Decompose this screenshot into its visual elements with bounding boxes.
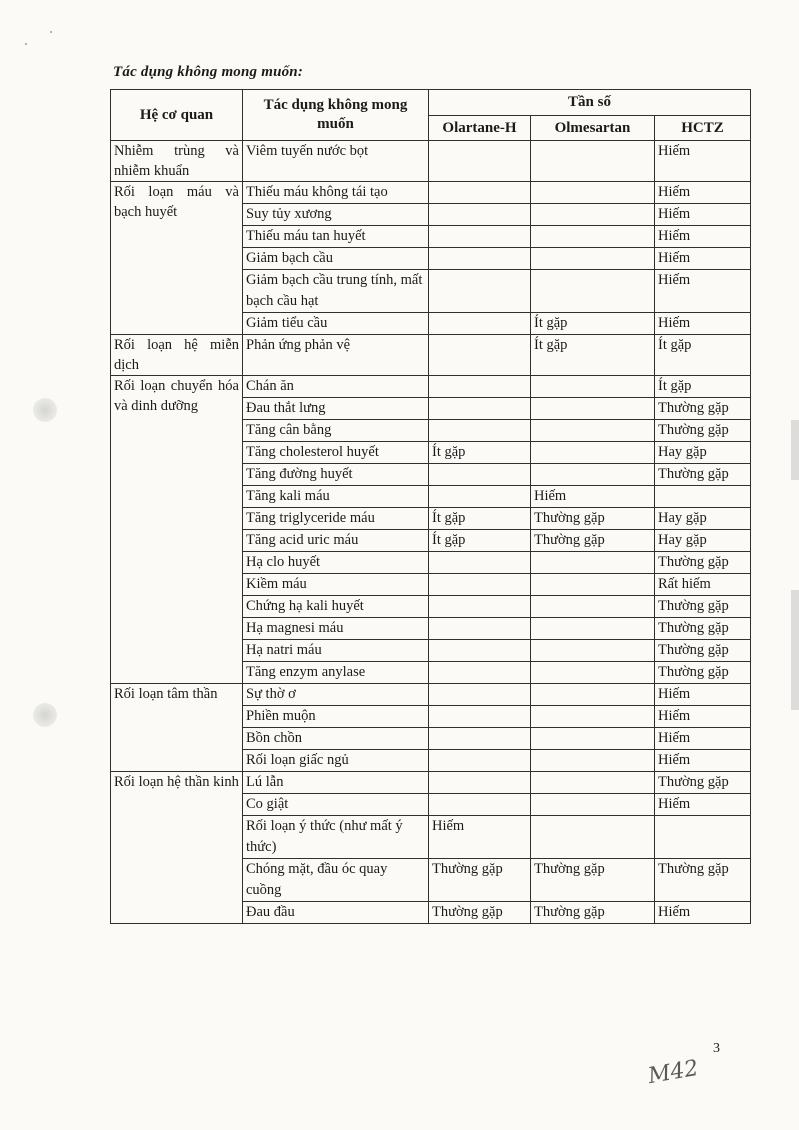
olartane-h-frequency-cell <box>429 376 531 398</box>
olartane-h-frequency-cell <box>429 772 531 794</box>
hctz-frequency-cell: Hiếm <box>655 706 751 728</box>
effect-cell: Rối loạn giấc ngủ <box>243 750 429 772</box>
punch-hole-bottom <box>33 703 57 727</box>
hctz-frequency-cell: Hiếm <box>655 248 751 270</box>
olartane-h-frequency-cell <box>429 552 531 574</box>
olmesartan-frequency-cell <box>531 750 655 772</box>
olartane-h-frequency-cell: Thường gặp <box>429 859 531 902</box>
hctz-frequency-cell: Thường gặp <box>655 398 751 420</box>
header-frequency: Tần số <box>429 90 751 116</box>
effect-cell: Tăng cholesterol huyết <box>243 442 429 464</box>
hctz-frequency-cell <box>655 486 751 508</box>
olartane-h-frequency-cell <box>429 706 531 728</box>
olmesartan-frequency-cell <box>531 794 655 816</box>
organ-system-cell: Rối loạn hệ thần kinh <box>111 772 243 924</box>
organ-system-cell: Rối loạn chuyển hóa và dinh dưỡng <box>111 376 243 684</box>
hctz-frequency-cell: Hiếm <box>655 141 751 182</box>
effect-cell: Hạ magnesi máu <box>243 618 429 640</box>
effect-cell: Phiền muộn <box>243 706 429 728</box>
olmesartan-frequency-cell: Thường gặp <box>531 859 655 902</box>
hctz-frequency-cell: Hiếm <box>655 750 751 772</box>
olmesartan-frequency-cell <box>531 204 655 226</box>
effect-cell: Sự thờ ơ <box>243 684 429 706</box>
hctz-frequency-cell: Ít gặp <box>655 335 751 376</box>
olmesartan-frequency-cell <box>531 141 655 182</box>
olmesartan-frequency-cell <box>531 270 655 313</box>
effect-cell: Suy tủy xương <box>243 204 429 226</box>
olmesartan-frequency-cell: Hiếm <box>531 486 655 508</box>
header-drug-olmesartan: Olmesartan <box>531 116 655 141</box>
olartane-h-frequency-cell <box>429 596 531 618</box>
olartane-h-frequency-cell <box>429 662 531 684</box>
olmesartan-frequency-cell <box>531 662 655 684</box>
effect-cell: Rối loạn ý thức (như mất ý thức) <box>243 816 429 859</box>
hctz-frequency-cell: Hiếm <box>655 902 751 924</box>
table-body <box>111 141 751 924</box>
hctz-frequency-cell: Hiếm <box>655 226 751 248</box>
scan-speck <box>25 43 27 45</box>
hctz-frequency-cell: Rất hiếm <box>655 574 751 596</box>
olmesartan-frequency-cell <box>531 398 655 420</box>
olartane-h-frequency-cell: Ít gặp <box>429 442 531 464</box>
effect-cell: Thiếu máu không tái tạo <box>243 182 429 204</box>
olartane-h-frequency-cell <box>429 486 531 508</box>
olmesartan-frequency-cell <box>531 226 655 248</box>
hctz-frequency-cell: Hiếm <box>655 684 751 706</box>
effect-cell: Lú lẫn <box>243 772 429 794</box>
organ-system-cell: Nhiễm trùng và nhiễm khuẩn <box>111 141 243 182</box>
olmesartan-frequency-cell <box>531 684 655 706</box>
olartane-h-frequency-cell <box>429 226 531 248</box>
olmesartan-frequency-cell <box>531 248 655 270</box>
olartane-h-frequency-cell <box>429 204 531 226</box>
olmesartan-frequency-cell <box>531 772 655 794</box>
effect-cell: Thiếu máu tan huyết <box>243 226 429 248</box>
olartane-h-frequency-cell <box>429 750 531 772</box>
olartane-h-frequency-cell <box>429 248 531 270</box>
effect-cell: Tăng cân bằng <box>243 420 429 442</box>
effect-cell: Giảm bạch cầu trung tính, mất bạch cầu hạt <box>243 270 429 313</box>
scan-edge-shadow <box>791 590 799 710</box>
hctz-frequency-cell: Hay gặp <box>655 442 751 464</box>
olmesartan-frequency-cell <box>531 640 655 662</box>
hctz-frequency-cell <box>655 816 751 859</box>
olartane-h-frequency-cell: Ít gặp <box>429 508 531 530</box>
effect-cell: Co giật <box>243 794 429 816</box>
table-row <box>111 376 751 398</box>
effect-cell: Đau thắt lưng <box>243 398 429 420</box>
organ-system-cell: Rối loạn máu và bạch huyết <box>111 182 243 335</box>
effect-cell: Hạ natri máu <box>243 640 429 662</box>
hctz-frequency-cell: Thường gặp <box>655 596 751 618</box>
olartane-h-frequency-cell: Thường gặp <box>429 902 531 924</box>
olartane-h-frequency-cell <box>429 270 531 313</box>
handwritten-mark: M42 <box>646 1055 701 1090</box>
hctz-frequency-cell: Hiếm <box>655 794 751 816</box>
effect-cell: Tăng triglyceride máu <box>243 508 429 530</box>
olartane-h-frequency-cell <box>429 335 531 376</box>
hctz-frequency-cell: Hiếm <box>655 270 751 313</box>
page-number: 3 <box>713 1041 720 1056</box>
olmesartan-frequency-cell <box>531 464 655 486</box>
effect-cell: Đau đầu <box>243 902 429 924</box>
olmesartan-frequency-cell <box>531 706 655 728</box>
olmesartan-frequency-cell <box>531 728 655 750</box>
olmesartan-frequency-cell <box>531 442 655 464</box>
effect-cell: Tăng đường huyết <box>243 464 429 486</box>
header-adverse-effect: Tác dụng không mong muốn <box>243 90 429 141</box>
scan-edge-shadow <box>791 420 799 480</box>
olmesartan-frequency-cell <box>531 618 655 640</box>
table-header <box>111 90 751 141</box>
hctz-frequency-cell: Thường gặp <box>655 640 751 662</box>
olmesartan-frequency-cell: Thường gặp <box>531 508 655 530</box>
olartane-h-frequency-cell <box>429 141 531 182</box>
olartane-h-frequency-cell <box>429 640 531 662</box>
hctz-frequency-cell: Hiếm <box>655 182 751 204</box>
hctz-frequency-cell: Hay gặp <box>655 530 751 552</box>
effect-cell: Bồn chồn <box>243 728 429 750</box>
hctz-frequency-cell: Hiếm <box>655 204 751 226</box>
olmesartan-frequency-cell: Ít gặp <box>531 313 655 335</box>
olmesartan-frequency-cell <box>531 552 655 574</box>
olmesartan-frequency-cell <box>531 596 655 618</box>
olmesartan-frequency-cell <box>531 816 655 859</box>
punch-hole-top <box>33 398 57 422</box>
hctz-frequency-cell: Thường gặp <box>655 420 751 442</box>
olartane-h-frequency-cell: Hiếm <box>429 816 531 859</box>
effect-cell: Kiềm máu <box>243 574 429 596</box>
hctz-frequency-cell: Ít gặp <box>655 376 751 398</box>
adverse-effects-table <box>110 89 751 924</box>
effect-cell: Phản ứng phản vệ <box>243 335 429 376</box>
olmesartan-frequency-cell <box>531 376 655 398</box>
olmesartan-frequency-cell <box>531 574 655 596</box>
effect-cell: Tăng enzym anylase <box>243 662 429 684</box>
effect-cell: Tăng acid uric máu <box>243 530 429 552</box>
olmesartan-frequency-cell: Thường gặp <box>531 530 655 552</box>
olmesartan-frequency-cell: Thường gặp <box>531 902 655 924</box>
effect-cell: Tăng kali máu <box>243 486 429 508</box>
table-row <box>111 684 751 706</box>
olartane-h-frequency-cell <box>429 574 531 596</box>
hctz-frequency-cell: Thường gặp <box>655 552 751 574</box>
table-row <box>111 772 751 794</box>
hctz-frequency-cell: Thường gặp <box>655 464 751 486</box>
hctz-frequency-cell: Thường gặp <box>655 772 751 794</box>
hctz-frequency-cell: Hiếm <box>655 728 751 750</box>
hctz-frequency-cell: Thường gặp <box>655 859 751 902</box>
header-drug-hctz: HCTZ <box>655 116 751 141</box>
olmesartan-frequency-cell <box>531 182 655 204</box>
organ-system-cell: Rối loạn hệ miễn dịch <box>111 335 243 376</box>
header-drug-olartane-h: Olartane-H <box>429 116 531 141</box>
olmesartan-frequency-cell <box>531 420 655 442</box>
effect-cell: Hạ clo huyết <box>243 552 429 574</box>
olartane-h-frequency-cell <box>429 794 531 816</box>
olartane-h-frequency-cell <box>429 618 531 640</box>
hctz-frequency-cell: Thường gặp <box>655 618 751 640</box>
table-row <box>111 335 751 376</box>
table-row <box>111 141 751 182</box>
olartane-h-frequency-cell <box>429 464 531 486</box>
effect-cell: Viêm tuyến nước bọt <box>243 141 429 182</box>
table-row <box>111 182 751 204</box>
effect-cell: Chóng mặt, đầu óc quay cuồng <box>243 859 429 902</box>
olartane-h-frequency-cell <box>429 420 531 442</box>
hctz-frequency-cell: Hiếm <box>655 313 751 335</box>
effect-cell: Chứng hạ kali huyết <box>243 596 429 618</box>
olartane-h-frequency-cell <box>429 728 531 750</box>
olartane-h-frequency-cell: Ít gặp <box>429 530 531 552</box>
scan-speck <box>50 31 52 33</box>
olartane-h-frequency-cell <box>429 684 531 706</box>
effect-cell: Giảm bạch cầu <box>243 248 429 270</box>
olartane-h-frequency-cell <box>429 398 531 420</box>
olartane-h-frequency-cell <box>429 313 531 335</box>
hctz-frequency-cell: Thường gặp <box>655 662 751 684</box>
section-heading: Tác dụng không mong muốn: <box>113 64 304 80</box>
organ-system-cell: Rối loạn tâm thần <box>111 684 243 772</box>
hctz-frequency-cell: Hay gặp <box>655 508 751 530</box>
olmesartan-frequency-cell: Ít gặp <box>531 335 655 376</box>
effect-cell: Chán ăn <box>243 376 429 398</box>
header-organ-system: Hệ cơ quan <box>111 90 243 141</box>
olartane-h-frequency-cell <box>429 182 531 204</box>
effect-cell: Giảm tiểu cầu <box>243 313 429 335</box>
